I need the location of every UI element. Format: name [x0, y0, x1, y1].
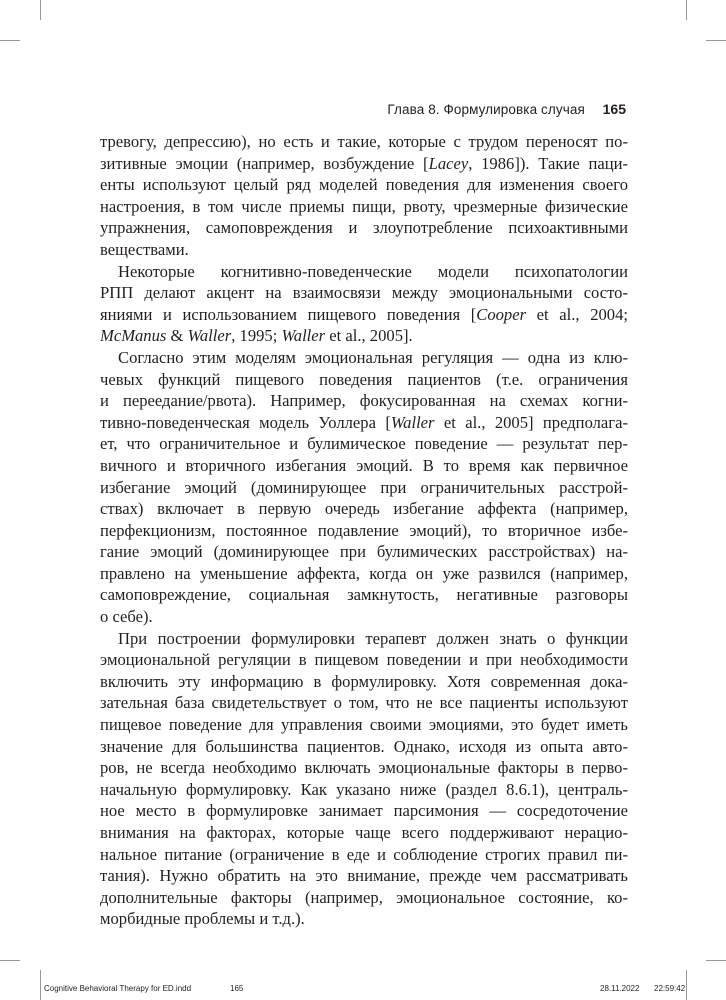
paragraph: [100, 628, 628, 930]
text-line: яниями и использованием пищевого поведения [Cooper et al., 2004;: [100, 304, 628, 324]
crop-mark: [0, 40, 20, 41]
text-line: перфекционизм, постоянное подавление эмоций), то вторичное избе-: [100, 520, 628, 540]
slug-file-name: Cognitive Behavioral Therapy for ED.indd: [44, 984, 192, 993]
text-line: о себе).: [100, 607, 153, 627]
text-line: тивно-поведенческая модель Уоллера [Waller et al., 2005] предполага-: [100, 412, 628, 432]
text-line: эмоциональной регуляции в пищевом поведении и при необходимости: [100, 650, 628, 670]
text-line: нальное питание (ограничение в еде и соблюдение строгих правил пи-: [100, 844, 628, 864]
text-line: вичного и вторичного избегания эмоций. В то время как первичное: [100, 455, 628, 475]
text-line: енты используют целый ряд моделей поведения для изменения своего: [100, 175, 628, 195]
text-line: правлено на уменьшение аффекта, когда он уже развился (например,: [100, 563, 628, 583]
text-line: зательная база свидетельствует о том, что не все пациенты используют: [100, 693, 628, 713]
text-line: ет, что ограничительное и булимическое поведение — результат пер-: [100, 434, 628, 454]
text-line: зитивные эмоции (например, возбуждение [Lacey, 1986]). Такие паци-: [100, 153, 628, 173]
text-line: чевых функций пищевого поведения пациентов (т.е. ограничения: [100, 369, 628, 389]
running-head: [100, 100, 626, 119]
text-line: Некоторые когнитивно-поведенческие модели психопатологии: [118, 261, 628, 281]
slug-time: 22:59:42: [654, 984, 686, 993]
body-text: [100, 131, 628, 930]
text-line: упражнения, самоповреждения и злоупотребление психоактивными: [100, 218, 628, 238]
text-line: РПП делают акцент на взаимосвязи между эмоциональными состо-: [100, 283, 628, 303]
text-line: дополнительные факторы (например, эмоциональное состояние, ко-: [100, 887, 628, 907]
slug-folio: 165: [230, 984, 244, 993]
text-line: настроения, в том числе приемы пищи, рвоту, чрезмерные физические: [100, 196, 628, 216]
text-line: начальную формулировку. Как указано ниже (раздел 8.6.1), централь-: [100, 779, 628, 799]
paragraph: [100, 347, 628, 628]
text-line: самоповреждение, социальная замкнутость, негативные разговоры: [100, 585, 628, 605]
text-line: ное место в формулировке занимает парсимония — сосредоточение: [100, 801, 628, 821]
text-line: тревогу, депрессию), но есть и такие, которые с трудом переносят по-: [100, 132, 628, 151]
text-line: гание эмоций (доминирующее при булимических расстройствах) на-: [100, 542, 628, 562]
text-line: избегание эмоций (доминирующее при ограничительных расстрой-: [100, 477, 628, 497]
text-line: тания). Нужно обратить на это внимание, прежде чем рассматривать: [100, 866, 628, 886]
slug-date: 28.11.2022: [600, 984, 640, 993]
text-line: McManus & Waller, 1995; Waller et al., 2005].: [100, 326, 413, 346]
crop-mark: [686, 0, 687, 20]
text-line: внимания на факторах, которые чаще всего поддерживают нерацио-: [100, 823, 628, 842]
text-line: ствах) включает в первую очередь избегание аффекта (например,: [100, 499, 628, 519]
text-line: пищевое поведение для управления своими эмоциями, это будет иметь: [100, 715, 628, 735]
crop-mark: [40, 0, 41, 20]
crop-mark: [706, 40, 726, 41]
text-line: ров, не всегда необходимо включать эмоциональные факторы в перво-: [100, 758, 628, 778]
text-line: веществами.: [100, 239, 189, 259]
paragraph: [100, 131, 628, 261]
text-line: морбидные проблемы и т.д.).: [100, 909, 305, 929]
text-line: Согласно этим моделям эмоциональная регуляция — одна из клю-: [118, 347, 628, 367]
crop-mark: [706, 960, 726, 961]
page-number: 165: [602, 101, 626, 117]
text-line: При построении формулировки терапевт должен знать о функции: [118, 628, 628, 648]
text-line: и переедание/рвота). Например, фокусированная на схемах когни-: [100, 391, 628, 411]
paragraph: [100, 261, 628, 347]
text-line: включить эту информацию в формулировку. Хотя современная дока-: [100, 671, 628, 691]
text-line: значение для большинства пациентов. Однако, исходя из опыта авто-: [100, 736, 628, 756]
print-slug: [0, 984, 726, 996]
chapter-title: Глава 8. Формулировка случая: [387, 102, 585, 117]
crop-mark: [0, 960, 20, 961]
